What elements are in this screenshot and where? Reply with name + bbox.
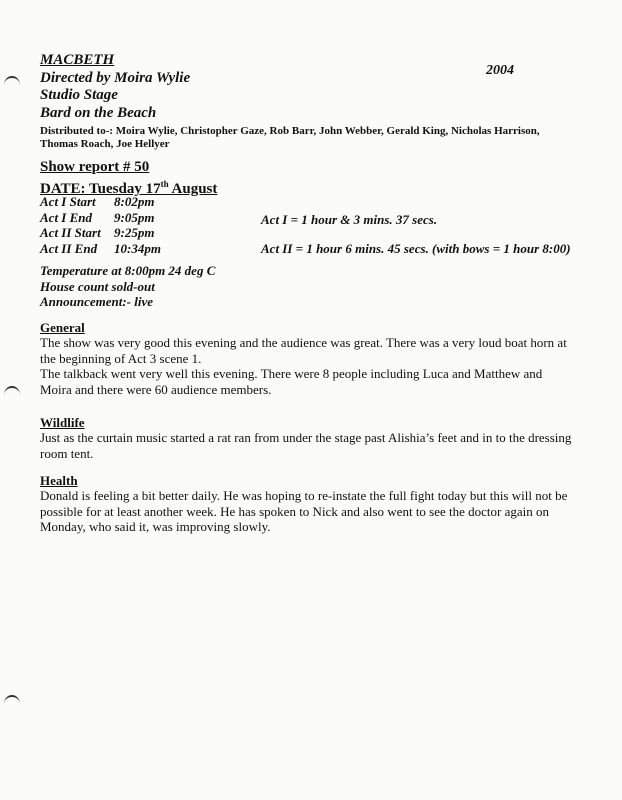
temperature: Temperature at 8:00pm 24 deg C xyxy=(40,263,216,278)
time-label: Act I End xyxy=(40,209,93,225)
time-row xyxy=(40,241,161,257)
time-row xyxy=(40,210,161,226)
time-row xyxy=(40,194,161,210)
punch-hole-icon xyxy=(4,695,20,713)
time-label: Act II End xyxy=(40,240,98,256)
announcement: Announcement:- live xyxy=(40,294,154,309)
document-header xyxy=(40,52,190,122)
house-count: House count sold-out xyxy=(40,278,155,294)
venue: Studio Stage xyxy=(40,87,118,103)
punch-hole-icon xyxy=(4,76,20,94)
date-suffix-sup: th xyxy=(160,179,169,189)
distribution-list xyxy=(40,125,560,151)
report-heading xyxy=(40,159,217,198)
time-value: 9:25pm xyxy=(114,225,155,240)
director: Directed by Moira Wylie xyxy=(40,69,191,86)
time-row xyxy=(40,225,161,241)
section-paragraph: Just as the curtain music started a rat ran from under the stage past Alishia’s feet and in to the dressing room tent. xyxy=(40,430,572,461)
date-prefix: DATE: Tuesday 17 xyxy=(40,181,161,197)
act-times xyxy=(40,194,161,256)
act1-duration: Act I = 1 hour & 3 mins. 37 secs. xyxy=(261,212,438,227)
show-details xyxy=(40,263,215,310)
time-value: 8:02pm xyxy=(114,194,155,209)
time-label: Act I Start xyxy=(40,194,96,209)
act2-duration: Act II = 1 hour 6 mins. 45 secs. (with bows = 1 hour 8:00) xyxy=(261,241,571,256)
section-general xyxy=(40,320,575,397)
distribution-names: Moira Wylie, Christopher Gaze, Rob Barr, John Webber, Gerald King, Nicholas Harrison, Thomas Roach, Joe Hellyer xyxy=(40,125,540,150)
punch-hole-icon xyxy=(4,386,20,404)
report-number: Show report # 50 xyxy=(40,159,150,175)
year: 2004 xyxy=(486,63,514,78)
time-value: 9:05pm xyxy=(114,209,155,225)
section-wildlife xyxy=(40,415,575,461)
distribution-label: Distributed to-: xyxy=(40,125,114,137)
play-title: MACBETH xyxy=(40,52,115,68)
section-heading: Wildlife xyxy=(40,415,85,430)
section-paragraph: The talkback went very well this evening. There were 8 people including Luca and Matthew and Moira and there were 60 audience members. xyxy=(40,366,543,397)
section-paragraph: Donald is feeling a bit better daily. He was hoping to re-instate the full fight today but this will not be possible for at least another week. He has spoken to Nick and also went to see the doctor again on Monday, who said it, was improving slowly. xyxy=(40,488,568,534)
festival: Bard on the Beach xyxy=(40,104,157,121)
section-paragraph: The show was very good this evening and the audience was great. There was a very loud boat horn at the beginning of Act 3 scene 1. xyxy=(40,335,567,366)
date-month: August xyxy=(168,181,218,197)
section-health xyxy=(40,473,575,535)
time-label: Act II Start xyxy=(40,225,101,240)
section-heading: Health xyxy=(40,473,78,488)
section-heading: General xyxy=(40,320,85,335)
time-value: 10:34pm xyxy=(114,240,161,256)
